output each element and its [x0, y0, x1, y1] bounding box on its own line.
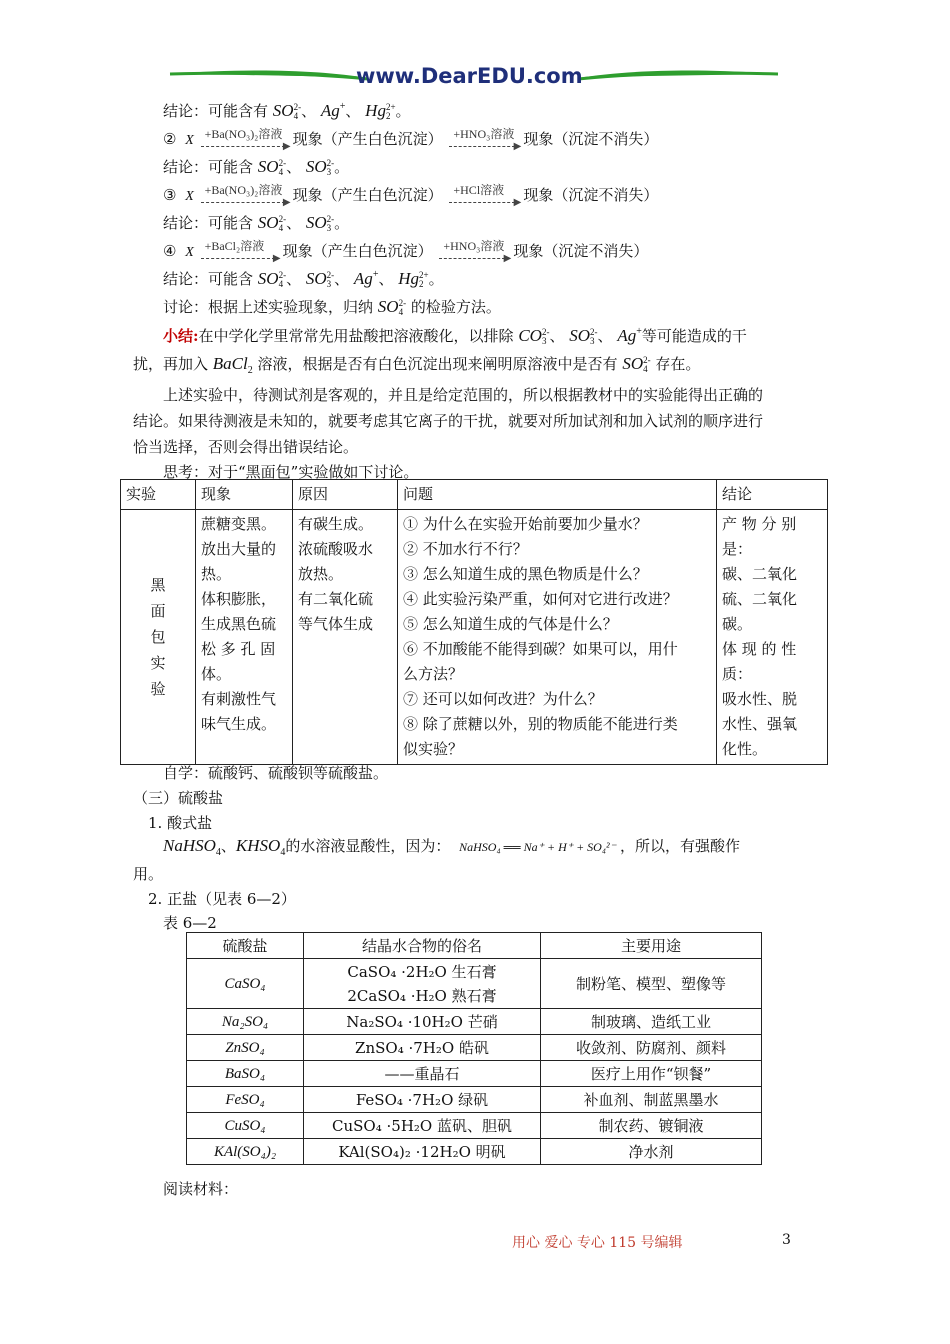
summary-line-2: 扰，再加入 BaCl$_2$ 溶液，根据是否有白色沉淀出现来阐明原溶液中是否有 SO2- 4 存在。 — [133, 354, 701, 376]
paragraph-line-3: 恰当选择，否则会得出错误结论。 — [133, 438, 359, 456]
reaction-arrow: +HNO₃溶液 ▶ — [439, 243, 511, 261]
phenomena-cell: 蔗糖变黑。 放出大量的 热。 体积膨胀， 生成黑色硫 松 多 孔 固 体。 有刺激性气 味气生成。 — [196, 510, 293, 765]
col-header: 问题 — [398, 480, 717, 510]
section-heading: （三）硫酸盐 — [133, 789, 224, 807]
black-bread-table — [120, 479, 828, 765]
conclusion-2: 结论：可能含 SO2- 4 、 SO2- 3 。 — [163, 157, 350, 177]
paragraph-line-2: 结论。如果待测液是未知的，就要考虑其它离子的干扰，就要对所加试剂和加入试剂的顺序进行 — [133, 412, 764, 430]
table-row: CuSO₄ CuSO₄ ·5H₂O 蓝矾、胆矾 制农药、镀铜液 — [187, 1113, 762, 1139]
page-number: 3 — [782, 1232, 791, 1248]
discussion: 讨论：根据上述实验现象，归纳 SO2- 4 的检验方法。 — [163, 297, 501, 317]
table-row: Na₂SO₄ Na₂SO₄ ·10H₂O 芒硝 制玻璃、造纸工业 — [187, 1009, 762, 1035]
table-row: ZnSO₄ ZnSO₄ ·7H₂O 皓矾 收敛剂、防腐剂、颜料 — [187, 1035, 762, 1061]
conclusion-3: 结论：可能含 SO2- 4 、 SO2- 3 。 — [163, 213, 350, 233]
reaction-arrow: +HNO₃溶液 ▶ — [449, 131, 521, 149]
ionization-equation: NaHSO₄ ══ Na⁺ + H⁺ + SO₄²⁻ — [459, 840, 616, 854]
col-header: 现象 — [196, 480, 293, 510]
questions-cell: ① 为什么在实验开始前要加少量水？ ② 不加水行不行？ ③ 怎么知道生成的黑色物质是什么？ ④ 此实验污染严重，如何对它进行改进？ ⑤ 怎么知道生成的气体是什么？ ⑥ 不加酸能不能得到碳？如果可以，用什 么方法？ ⑦ 还可以如何改进？为什么？ ⑧ 除了蔗糖以外，别的物质能不能进行类 似实验？ — [398, 510, 717, 765]
item-1-heading: 1. 酸式盐 — [148, 814, 213, 832]
item-2-heading: 2. 正盐（见表 6—2） — [148, 890, 296, 908]
summary-line-1: 小结:在中学化学里常常先用盐酸把溶液酸化，以排除 CO2- 3 、 SO2- 3 、 Ag+等可能造成的干 — [163, 326, 747, 346]
conclusions-cell: 产 物 分 别 是： 碳、二氧化 硫、二氧化 碳。 体 现 的 性 质： 吸水性、脱 水性、强氧 化性。 — [717, 510, 828, 765]
table-caption: 表 6—2 — [163, 914, 217, 932]
table-row: KAl(SO₄)₂ KAl(SO₄)₂ ·12H₂O 明矾 净水剂 — [187, 1139, 762, 1165]
step-2: ② X +Ba(NO₃)₂溶液 ▶ 现象（产生白色沉淀） +HNO₃溶液 ▶ 现象（沉淀不消失） — [163, 127, 659, 152]
conclusion-1: 结论：可能含有 SO2- 4 、 Ag+、 Hg2+ 2 。 — [163, 101, 411, 121]
col-header: 结晶水合物的俗名 — [304, 933, 541, 959]
experiment-cell: 黑 面 包 实 验 — [121, 510, 196, 765]
acid-salt-line-2: 用。 — [133, 865, 164, 883]
step-4: ④ X +BaCl₂溶液 ▶ 现象（产生白色沉淀） +HNO₃溶液 ▶ 现象（沉淀不消失） — [163, 239, 649, 264]
reaction-arrow: +HCl溶液 ▶ — [449, 187, 521, 205]
col-header: 主要用途 — [541, 933, 762, 959]
col-header: 硫酸盐 — [187, 933, 304, 959]
table-row: BaSO₄ ——重晶石 医疗上用作“钡餐” — [187, 1061, 762, 1087]
table-row: CaSO₄ CaSO₄ ·2H₂O 生石膏 2CaSO₄ ·H₂O 熟石膏 制粉笔、模型、塑像等 — [187, 959, 762, 1009]
table-row: FeSO₄ FeSO₄ ·7H₂O 绿矾 补血剂、制蓝黑墨水 — [187, 1087, 762, 1113]
reaction-arrow: +Ba(NO₃)₂溶液 ▶ — [201, 187, 291, 205]
site-name[interactable]: www.DearEDU.com — [356, 64, 583, 88]
header-logo — [168, 62, 780, 92]
self-study-line: 自学：硫酸钙、硫酸钡等硫酸盐。 — [163, 764, 389, 782]
acid-salt-line: NaHSO$_4$、$KHSO_4$的水溶液显酸性，因为： NaHSO₄ ══ Na⁺ + H⁺ + SO₄²⁻ ，所以，有强酸作 — [163, 836, 740, 858]
reaction-arrow: +Ba(NO₃)₂溶液 ▶ — [201, 131, 291, 149]
col-header: 原因 — [293, 480, 398, 510]
col-header: 结论 — [717, 480, 828, 510]
conclusion-4: 结论：可能含 SO2- 4 、 SO2- 3 、 Ag+、 Hg2+ 2 。 — [163, 269, 444, 289]
step-3: ③ X +Ba(NO₃)₂溶液 ▶ 现象（产生白色沉淀） +HCl溶液 ▶ 现象（沉淀不消失） — [163, 183, 659, 208]
footer-slogan: 用心 爱心 专心 115 号编辑 — [512, 1235, 683, 1251]
reaction-arrow: +BaCl₂溶液 ▶ — [201, 243, 281, 261]
reading-material: 阅读材料： — [163, 1180, 239, 1198]
think-line: 思考：对于“黑面包”实验做如下讨论。 — [163, 463, 419, 481]
paragraph-line-1: 上述实验中，待测试剂是客观的，并且是给定范围的，所以根据教材中的实验能得出正确的 — [163, 386, 764, 404]
col-header: 实验 — [121, 480, 196, 510]
sulfate-table — [186, 932, 762, 1165]
reasons-cell: 有碳生成。 浓硫酸吸水 放热。 有二氧化硫 等气体生成 — [293, 510, 398, 765]
